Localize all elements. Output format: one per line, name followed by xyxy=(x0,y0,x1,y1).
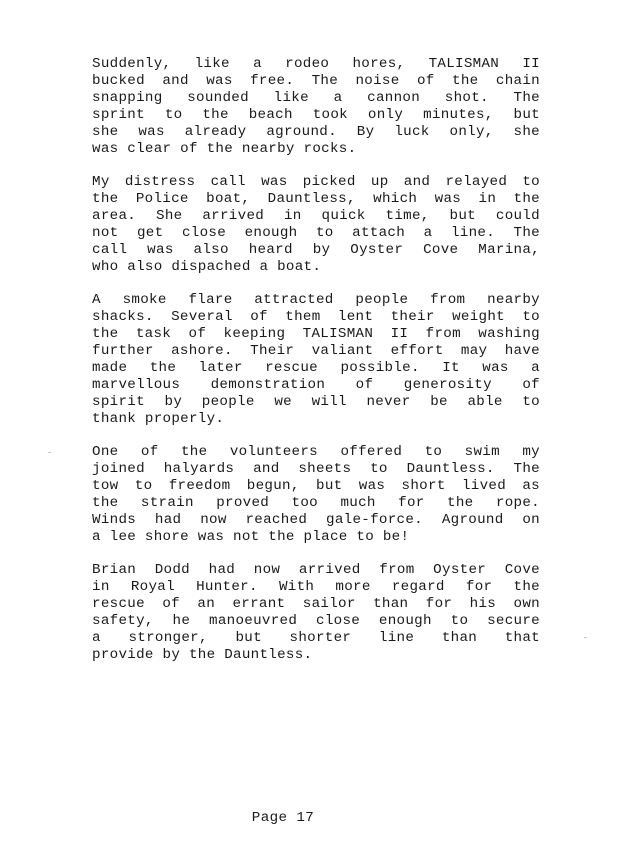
text-line: marvellous demonstration of generosity of xyxy=(92,377,540,393)
text-line: call was also heard by Oyster Cove Marina, xyxy=(92,242,540,258)
text-line: further ashore. Their valiant effort may have xyxy=(92,343,540,359)
text-line: rescue of an errant sailor than for his own xyxy=(92,596,540,612)
scan-speck xyxy=(584,637,587,638)
text-line: My distress call was picked up and relayed to xyxy=(92,174,540,190)
text-line: Suddenly, like a rodeo hores, TALISMAN II xyxy=(92,56,540,72)
text-line: Winds had now reached gale-force. Aground on xyxy=(92,512,540,528)
text-line: shacks. Several of them lent their weight to xyxy=(92,309,540,325)
paragraph-4 xyxy=(92,444,540,546)
text-line: thank properly. xyxy=(92,411,225,427)
text-line: sprint to the beach took only minutes, but xyxy=(92,107,540,123)
text-line: the task of keeping TALISMAN II from washing xyxy=(92,326,540,342)
text-line: One of the volunteers offered to swim my xyxy=(92,444,540,460)
body-text xyxy=(92,56,540,680)
text-line: joined halyards and sheets to Dauntless. The xyxy=(92,461,540,477)
text-line: a stronger, but shorter line than that xyxy=(92,630,540,646)
text-line: bucked and was free. The noise of the chain xyxy=(92,73,540,89)
paragraph-1 xyxy=(92,56,540,158)
page-number: Page 17 xyxy=(251,810,315,826)
text-line: made the later rescue possible. It was a xyxy=(92,360,540,376)
text-line: a lee shore was not the place to be! xyxy=(92,529,410,545)
paragraph-2 xyxy=(92,174,540,276)
text-line: was clear of the nearby rocks. xyxy=(92,141,357,157)
scan-speck xyxy=(48,452,51,453)
paragraph-5 xyxy=(92,562,540,664)
text-line: in Royal Hunter. With more regard for the xyxy=(92,579,540,595)
text-line: snapping sounded like a cannon shot. The xyxy=(92,90,540,106)
text-line: who also dispached a boat. xyxy=(92,259,322,275)
text-line: the Police boat, Dauntless, which was in the xyxy=(92,191,540,207)
text-line: safety, he manoeuvred close enough to secure xyxy=(92,613,540,629)
text-line: Brian Dodd had now arrived from Oyster Cove xyxy=(92,562,540,578)
text-line: tow to freedom begun, but was short lived as xyxy=(92,478,540,494)
text-line: spirit by people we will never be able to xyxy=(92,394,540,410)
text-line: provide by the Dauntless. xyxy=(92,647,313,663)
text-line: she was already aground. By luck only, she xyxy=(92,124,540,140)
paragraph-3 xyxy=(92,292,540,428)
text-line: the strain proved too much for the rope. xyxy=(92,495,540,511)
text-line: area. She arrived in quick time, but could xyxy=(92,208,540,224)
text-line: not get close enough to attach a line. The xyxy=(92,225,540,241)
text-line: A smoke flare attracted people from nearby xyxy=(92,292,540,308)
